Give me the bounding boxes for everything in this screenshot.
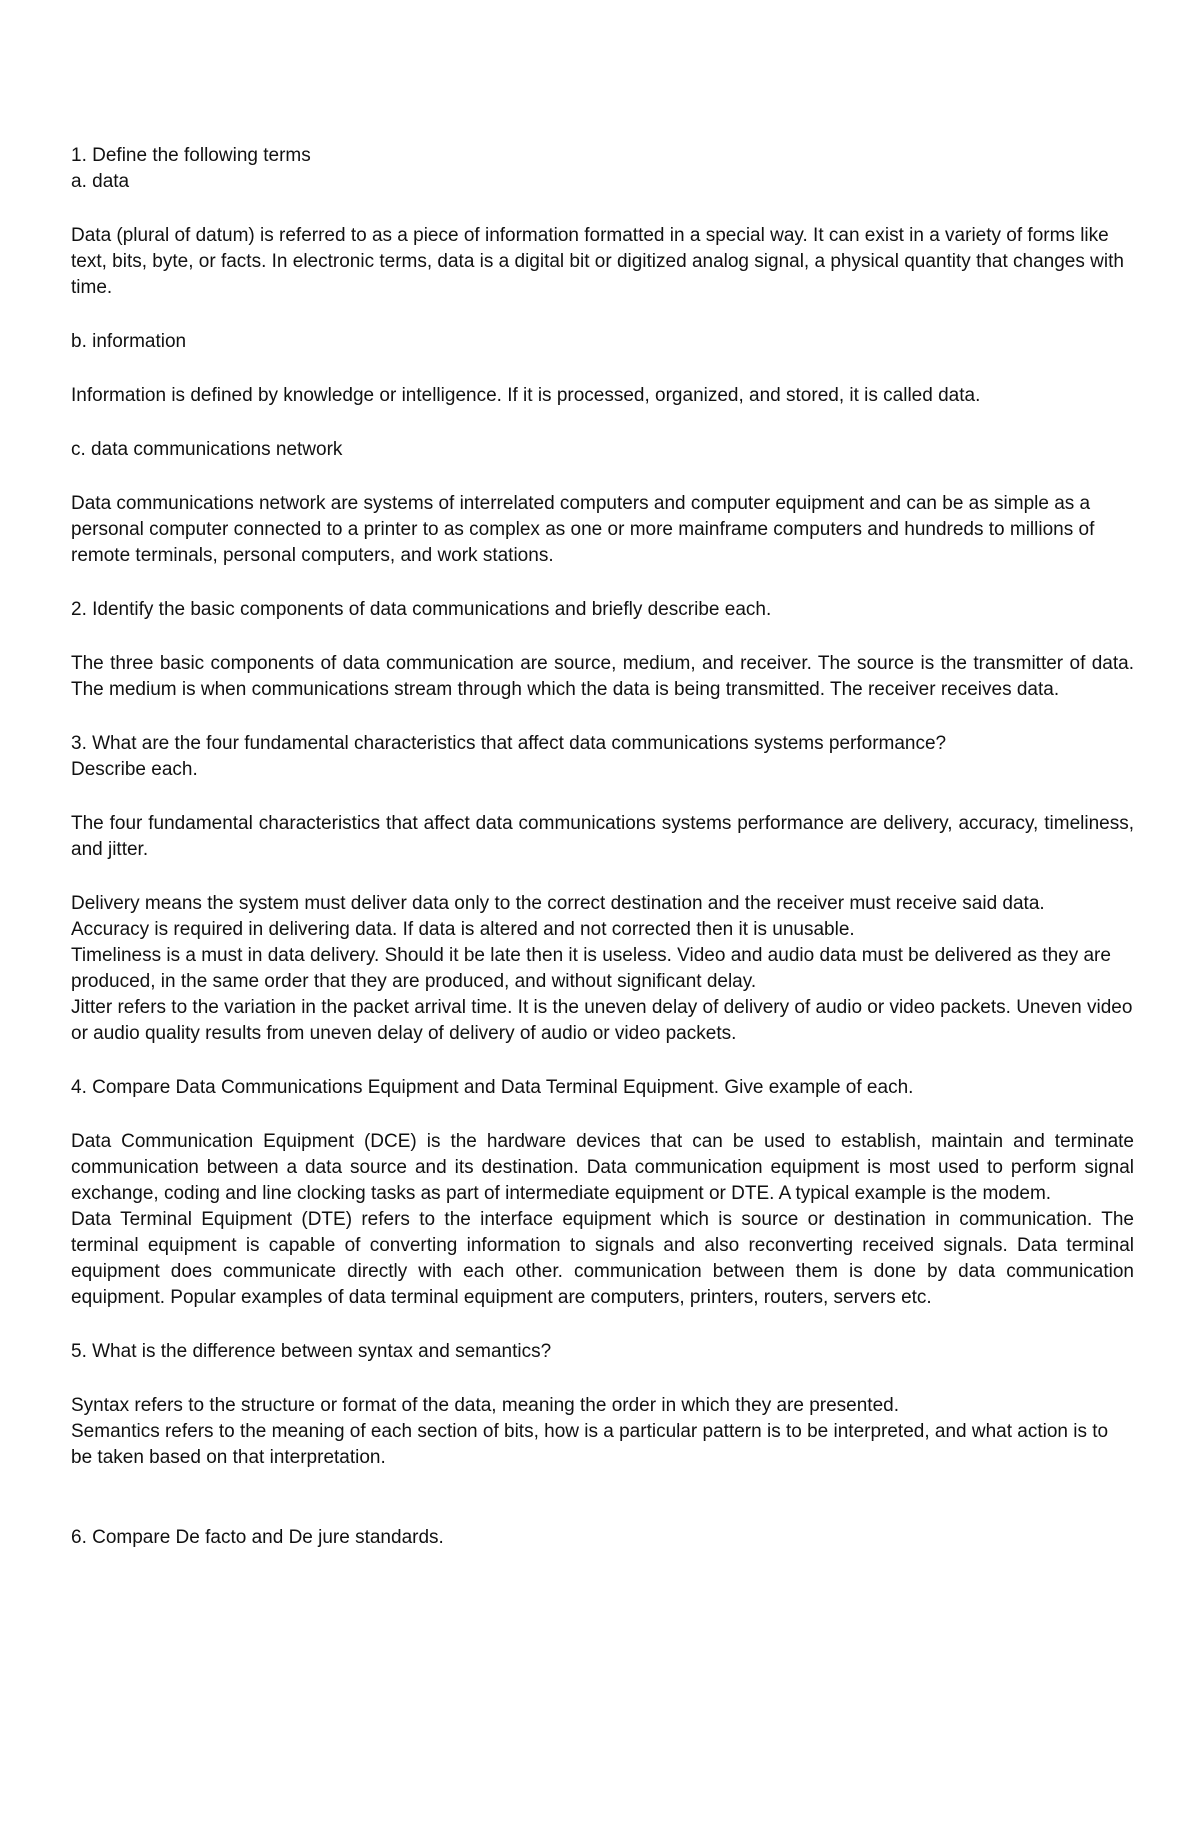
- question-1b-label: b. information: [71, 331, 187, 352]
- question-3-delivery: Delivery means the system must deliver data only to the correct destination and the receiver must receive said data.: [71, 893, 1045, 914]
- question-1a-label: a. data: [71, 171, 130, 192]
- question-3-intro: The four fundamental characteristics that affect data communications systems performance are delivery, accuracy, timeliness, and jitter.: [71, 813, 1134, 860]
- question-2-title: 2. Identify the basic components of data communications and briefly describe each.: [71, 599, 772, 620]
- question-5-title: 5. What is the difference between syntax and semantics?: [71, 1341, 552, 1362]
- question-4-dte: Data Terminal Equipment (DTE) refers to the interface equipment which is source or destination in communication. The terminal equipment is capable of converting information to signals and also reconverting received signals. Data terminal equipment does communicate directly with each other. communication between them is done by data communication equipment. Popular examples of data terminal equipment are computers, printers, routers, servers etc.: [71, 1209, 1134, 1308]
- question-2-answer: The three basic components of data communication are source, medium, and receiver. The source is the transmitter of data. The medium is when communications stream through which the data is being transmitted. The receiver receives data.: [71, 653, 1134, 700]
- question-4-title: 4. Compare Data Communications Equipment and Data Terminal Equipment. Give example of each.: [71, 1077, 914, 1098]
- question-5-semantics: Semantics refers to the meaning of each section of bits, how is a particular pattern is to be interpreted, and what action is to be taken based on that interpretation.: [71, 1421, 1109, 1468]
- question-1c-answer: Data communications network are systems of interrelated computers and computer equipment and can be as simple as a personal computer connected to a printer to as complex as one or more mainframe computers and hundreds to millions of remote terminals, personal computers, and work stations.: [71, 493, 1095, 566]
- question-3-title-line1: 3. What are the four fundamental characteristics that affect data communications systems performance?: [71, 733, 947, 754]
- question-5-syntax: Syntax refers to the structure or format of the data, meaning the order in which they are presented.: [71, 1395, 899, 1416]
- question-3-title-line2: Describe each.: [71, 759, 198, 780]
- document-page: [71, 143, 1134, 1551]
- question-4-dce: Data Communication Equipment (DCE) is the hardware devices that can be used to establish, maintain and terminate communication between a data source and its destination. Data communication equipment is most used to perform signal exchange, coding and line clocking tasks as part of intermediate equipment or DTE. A typical example is the modem.: [71, 1131, 1134, 1204]
- question-3-jitter: Jitter refers to the variation in the packet arrival time. It is the uneven delay of delivery of audio or video packets. Uneven video or audio quality results from uneven delay of delivery of audio or video packets.: [71, 997, 1133, 1044]
- question-1-title: 1. Define the following terms: [71, 145, 311, 166]
- question-6-title: 6. Compare De facto and De jure standards.: [71, 1527, 444, 1548]
- question-1b-answer: Information is defined by knowledge or intelligence. If it is processed, organized, and stored, it is called data.: [71, 385, 981, 406]
- question-1c-label: c. data communications network: [71, 439, 343, 460]
- question-3-accuracy: Accuracy is required in delivering data. If data is altered and not corrected then it is unusable.: [71, 919, 855, 940]
- question-3-timeliness: Timeliness is a must in data delivery. Should it be late then it is useless. Video and audio data must be delivered as they are produced, in the same order that they are produced, and without significant delay.: [71, 945, 1111, 992]
- question-1a-answer: Data (plural of datum) is referred to as a piece of information formatted in a special way. It can exist in a variety of forms like text, bits, byte, or facts. In electronic terms, data is a digital bit or digitized analog signal, a physical quantity that changes with time.: [71, 225, 1124, 298]
